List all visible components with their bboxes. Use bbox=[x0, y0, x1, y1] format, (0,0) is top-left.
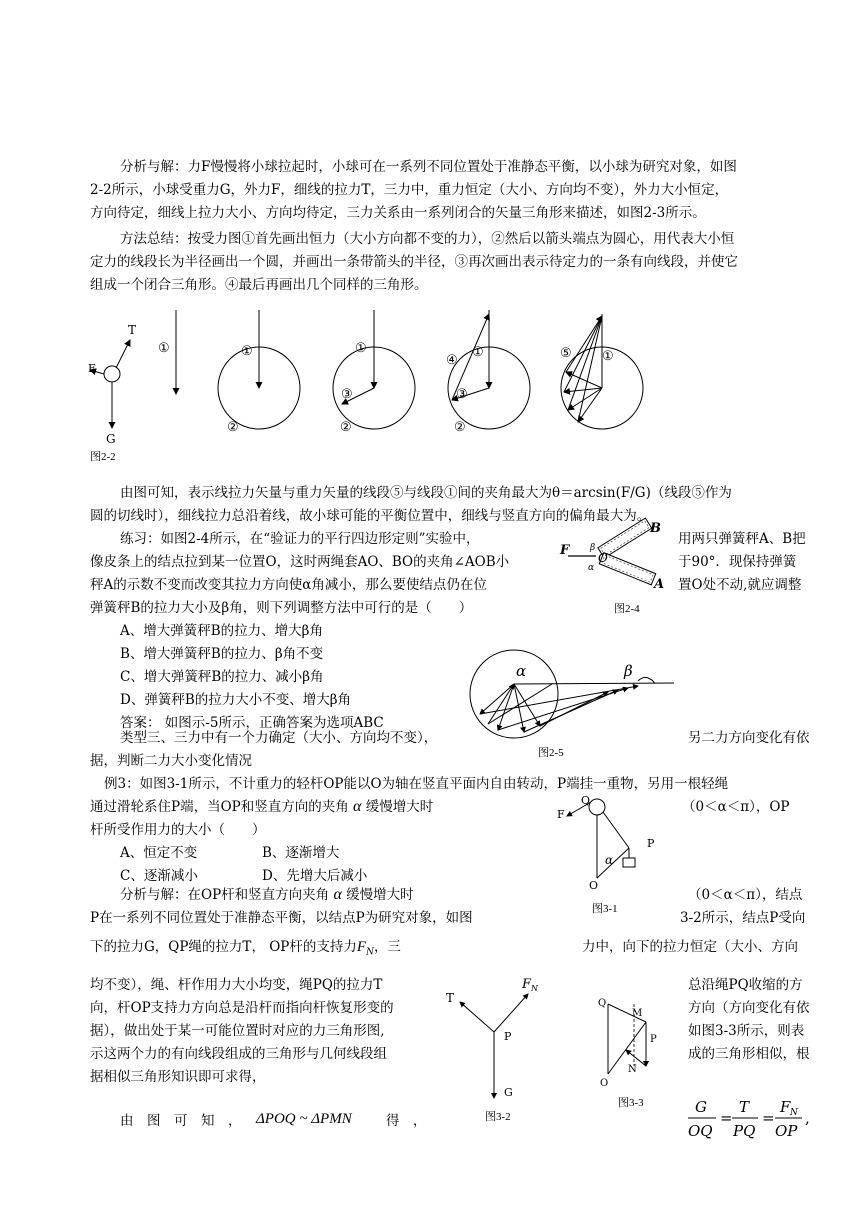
example3-line3: 杆所受作用力的大小（ ） bbox=[90, 822, 266, 838]
analysis3-line4a: 均不变），绳、杆作用力大小均变，绳PQ的拉力T bbox=[90, 977, 383, 993]
svg-text:α: α bbox=[516, 662, 527, 680]
svg-text:①: ① bbox=[355, 341, 367, 356]
svg-text:O: O bbox=[600, 1078, 609, 1089]
analysis3-line7a: 示这两个力的有向线段组成的三角形与几何线段组 bbox=[90, 1046, 387, 1062]
svg-text:β: β bbox=[624, 662, 633, 680]
step-2 bbox=[218, 310, 300, 435]
caption-fig-2-5: 图2-5 bbox=[538, 747, 564, 759]
svg-text:Q: Q bbox=[581, 794, 591, 807]
svg-text:⑤: ⑤ bbox=[560, 346, 572, 361]
svg-text:F: F bbox=[522, 977, 532, 992]
svg-text:①: ① bbox=[158, 341, 170, 356]
method-line1: 方法总结：按受力图①首先画出恒力（大小方向都不变的力），②然后以箭头端点为圆心，用代表大小恒 bbox=[120, 231, 735, 247]
method-line3: 组成一个闭合三角形。④最后再画出几个同样的三角形。 bbox=[90, 277, 428, 293]
svg-text:F: F bbox=[780, 1098, 791, 1116]
example3-option-a: A、恒定不变 bbox=[120, 845, 198, 861]
example3-option-c: C、逐渐减小 bbox=[120, 868, 198, 884]
figure-3-1 bbox=[555, 792, 665, 902]
analysis1-line1: 分析与解：力F慢慢将小球拉起时，小球可在一系列不同位置处于准静态平衡，以小球为研究对象，如图 bbox=[120, 159, 737, 175]
svg-text:③: ③ bbox=[341, 387, 353, 402]
type3-line2: 据，判断二力大小变化情况 bbox=[90, 753, 252, 769]
svg-text:=: = bbox=[720, 1109, 733, 1127]
svg-text:②: ② bbox=[340, 420, 352, 435]
analysis3-line2b: 3-2所示，结点P受向 bbox=[680, 910, 806, 926]
analysis3-line8: 据相似三角形知识即可求得， bbox=[90, 1069, 266, 1085]
exercise-line4: 弹簧秤B的拉力大小及β角，则下列调整方法中可行的是（ ） bbox=[90, 600, 473, 616]
caption-fig-3-1: 图3-1 bbox=[592, 903, 618, 915]
svg-text:O: O bbox=[589, 879, 599, 892]
svg-text:P: P bbox=[504, 1030, 512, 1043]
analysis3-line6b: 如图3-3所示，则表 bbox=[688, 1023, 805, 1039]
exercise-line1b: 用两只弹簧秤A、B把 bbox=[678, 531, 806, 547]
exercise-option-b: B、增大弹簧秤B的拉力、β角不变 bbox=[120, 646, 324, 662]
figure-2-5 bbox=[468, 648, 678, 743]
svg-text:O: O bbox=[598, 551, 608, 565]
svg-text:N: N bbox=[531, 984, 538, 993]
exercise-line2b: 于90°．现保持弹簧 bbox=[678, 554, 797, 570]
similar-triangles: ΔPOQ ~ ΔPMN bbox=[256, 1111, 352, 1127]
analysis3-line9a: 由 图 可 知 ， bbox=[120, 1113, 242, 1129]
analysis3-line5b: 方向（方向变化有依 bbox=[688, 1000, 810, 1016]
example3-line2: 通过滑轮系住P端，当OP和竖直方向的夹角 α 缓慢增大时 bbox=[90, 798, 434, 815]
ratio-equation bbox=[686, 1094, 816, 1146]
exercise-line3a: 秤A的示数不变而改变其拉力方向使α角减小，那么要使结点仍在位 bbox=[90, 577, 487, 593]
svg-text:N: N bbox=[628, 1064, 637, 1075]
analysis3-line3a: 下的拉力G，QP绳的拉力T， OP杆的支持力$F_N$，三 bbox=[90, 939, 401, 958]
svg-text:M: M bbox=[632, 1008, 643, 1019]
analysis1-line3: 方向待定，细线上拉力大小、方向均待定，三力关系由一系列闭合的矢量三角形来描述，如图2-3所示。 bbox=[90, 205, 706, 221]
svg-text:B: B bbox=[650, 521, 661, 536]
type3-line1a: 类型三、三力中有一个力确定（大小、方向均不变）， bbox=[120, 730, 438, 746]
step-5 bbox=[560, 314, 643, 429]
svg-text:OP: OP bbox=[775, 1122, 798, 1140]
svg-text:N: N bbox=[790, 1108, 798, 1118]
figure-2-4 bbox=[560, 520, 676, 600]
example3-line1: 例3：如图3-1所示，不计重力的轻杆OP能以O为轴在竖直平面内自由转动，P端挂一重物，另用一根轻绳 bbox=[104, 776, 729, 792]
svg-text:T: T bbox=[446, 991, 455, 1005]
method-line2: 定力的线段长为半径画出一个圆，并画出一条带箭头的半径，③再次画出表示待定力的一条有向线段，并使它 bbox=[90, 254, 738, 270]
exercise-option-d: D、弹簧秤B的拉力大小不变、增大β角 bbox=[120, 692, 352, 708]
svg-text:②: ② bbox=[227, 420, 239, 435]
analysis3-line2a: P在一系列不同位置处于准静态平衡，以结点P为研究对象，如图 bbox=[90, 910, 473, 926]
step-1 bbox=[158, 310, 176, 394]
analysis3-line4b: 总沿绳PQ收缩的方 bbox=[688, 977, 803, 993]
svg-text:F: F bbox=[560, 543, 570, 558]
svg-text:A: A bbox=[654, 577, 665, 592]
conclusion-line2: 圆的切线时），细线拉力总沿着线，故小球可能的平衡位置中，细线与竖直方向的偏角最大为。 bbox=[90, 508, 651, 524]
svg-text:G: G bbox=[504, 1086, 513, 1099]
svg-text:③: ③ bbox=[456, 387, 468, 402]
type3-line1b: 另二力方向变化有依 bbox=[688, 730, 810, 746]
svg-text:①: ① bbox=[602, 349, 614, 364]
example3-range: （0＜α＜π），OP bbox=[682, 799, 790, 815]
svg-text:P: P bbox=[650, 1034, 657, 1045]
analysis3-line7b: 成的三角形相似，根 bbox=[688, 1046, 810, 1062]
exercise-option-a: A、增大弹簧秤B的拉力、增大β角 bbox=[120, 623, 323, 639]
figure-2-2 bbox=[84, 300, 664, 470]
analysis3-line5a: 向，杆OP支持力方向总是沿杆而指向杆恢复形变的 bbox=[90, 1000, 394, 1016]
svg-text:PQ: PQ bbox=[733, 1122, 756, 1140]
svg-text:OQ: OQ bbox=[688, 1122, 713, 1140]
label-T: T bbox=[128, 323, 137, 337]
svg-text:②: ② bbox=[454, 420, 466, 435]
label-G: G bbox=[106, 432, 116, 446]
analysis3-line6a: 据），做出处于某一可能位置时对应的力三角形图, bbox=[90, 1023, 385, 1039]
svg-text:α: α bbox=[605, 853, 614, 867]
analysis3-line3c: 力中，向下的拉力恒定（大小、方向 bbox=[582, 939, 798, 955]
caption-fig-2-4: 图2-4 bbox=[614, 603, 640, 615]
example3-option-b: B、逐渐增大 bbox=[262, 845, 340, 861]
example3-option-d: D、先增大后减小 bbox=[262, 868, 368, 884]
svg-text:①: ① bbox=[472, 345, 484, 360]
svg-text:F: F bbox=[557, 808, 565, 821]
svg-text:①: ① bbox=[241, 344, 253, 359]
svg-text:β: β bbox=[590, 543, 596, 553]
caption-fig-2-2: 图2-2 bbox=[90, 451, 116, 463]
conclusion-line1: 由图可知，表示线拉力矢量与重力矢量的线段⑤与线段①间的夹角最大为θ＝arcsin(F/G)（线段⑤作为 bbox=[120, 485, 732, 501]
analysis3-line1a: 分析与解：在OP杆和竖直方向夹角 α 缓慢增大时 bbox=[120, 886, 414, 903]
caption-fig-3-3: 图3-3 bbox=[618, 1097, 644, 1109]
exercise-answer: 答案： 如图示-5所示，正确答案为选项ABC bbox=[120, 715, 384, 731]
svg-text:④: ④ bbox=[446, 353, 458, 368]
svg-text:,: , bbox=[805, 1109, 810, 1127]
figure-3-2 bbox=[442, 974, 542, 1104]
label-F: F bbox=[88, 362, 96, 375]
svg-text:P: P bbox=[647, 837, 655, 850]
exercise-line3b: 置O处不动,就应调整 bbox=[678, 577, 802, 593]
figure-3-3 bbox=[594, 990, 670, 1090]
exercise-option-c: C、增大弹簧秤B的拉力、减小β角 bbox=[120, 669, 324, 685]
analysis3-line1c: （0＜α＜π），结点 bbox=[688, 887, 803, 903]
svg-text:Q: Q bbox=[598, 998, 607, 1009]
svg-text:=: = bbox=[762, 1109, 775, 1127]
svg-text:G: G bbox=[695, 1098, 707, 1116]
analysis3-line9b: 得 ， bbox=[386, 1113, 427, 1129]
caption-fig-3-2: 图3-2 bbox=[485, 1111, 511, 1123]
analysis1-line2: 2-2所示，小球受重力G，外力F，细线的拉力T，三力中，重力恒定（大小、方向均不变），外力大小恒定， bbox=[90, 182, 729, 198]
step-4 bbox=[446, 310, 530, 435]
force-diagram bbox=[88, 323, 136, 446]
exercise-line2a: 像皮条上的结点拉到某一位置O，这时两绳套AO、BO的夹角∠AOB小 bbox=[90, 554, 510, 570]
svg-text:T: T bbox=[739, 1098, 750, 1116]
step-3 bbox=[333, 310, 415, 435]
svg-text:α: α bbox=[588, 563, 595, 573]
exercise-line1a: 练习：如图2-4所示，在“验证力的平行四边形定则”实验中， bbox=[120, 531, 480, 547]
